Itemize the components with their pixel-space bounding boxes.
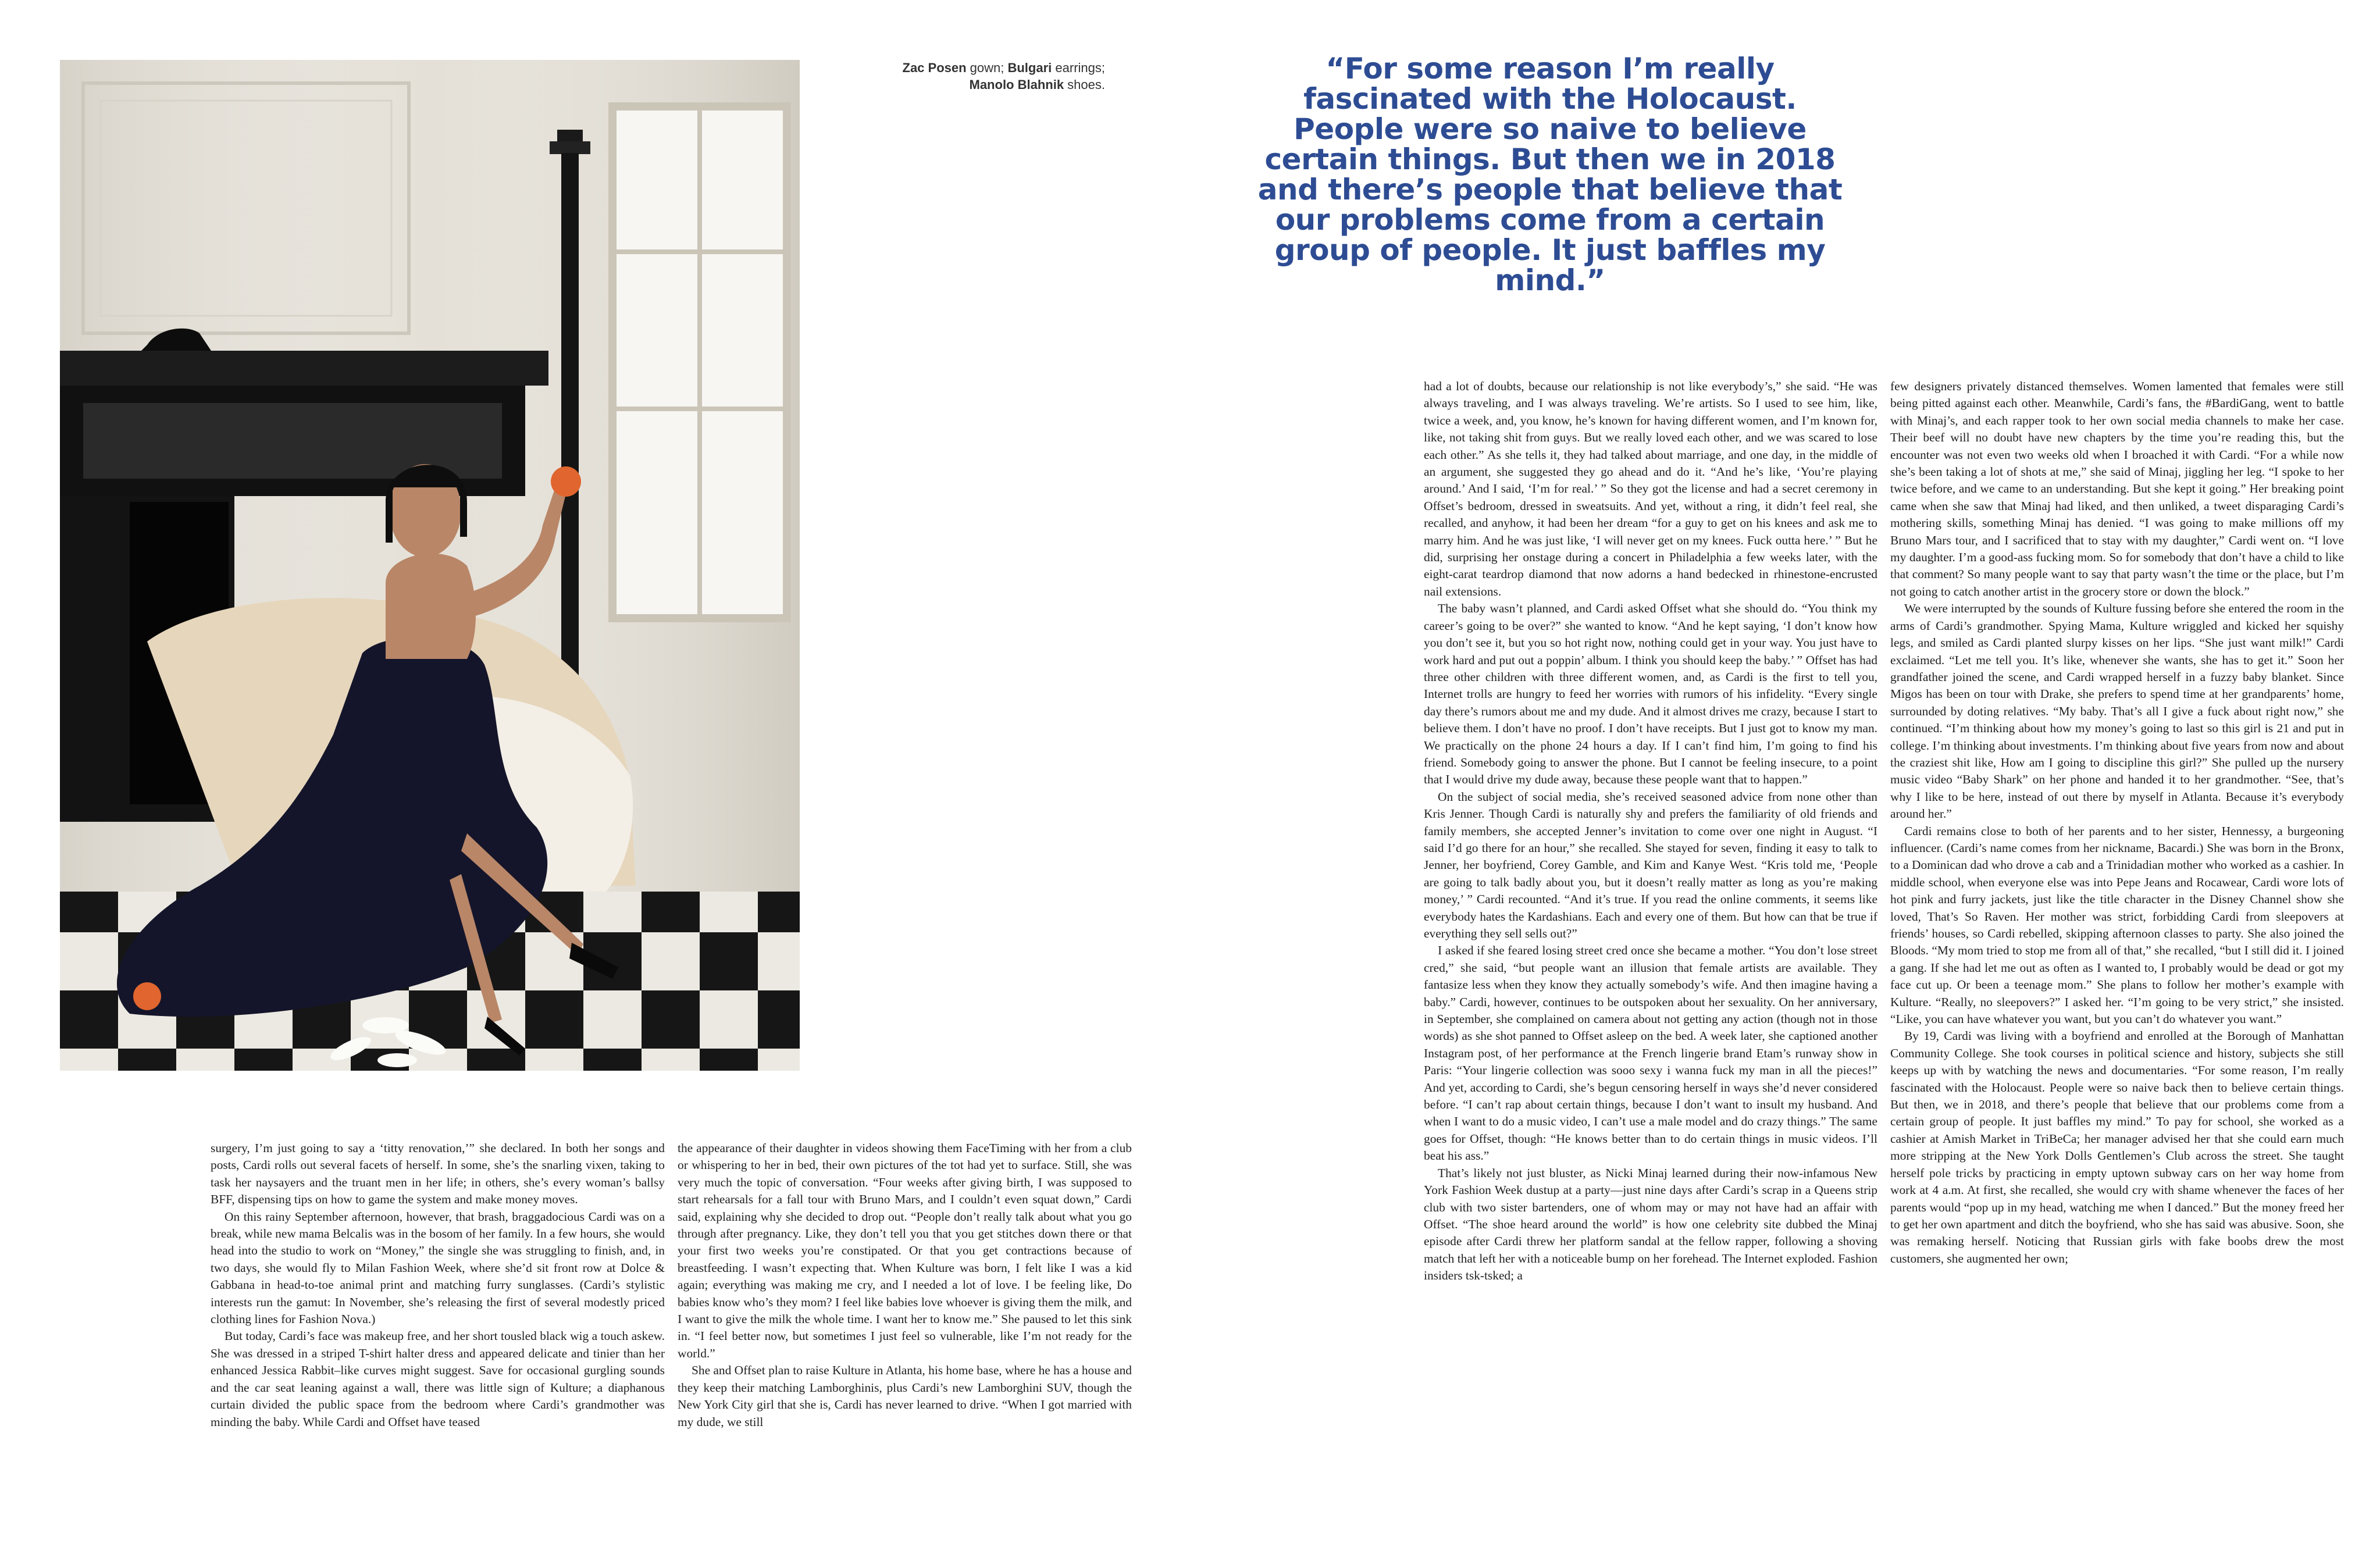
flower [551,466,581,497]
text-column-3 [1424,378,1877,1532]
paragraph: Cardi remains close to both of her parents and to her sister, Hennessy, a burgeoning influencer. (Cardi’s name comes from her nickname, Bacardi.) She was born in the Bronx, to a Dominican dad who drove a cab and a Trinidadian mother who worked as a cashier. In middle school, when everyone else was into Pepe Jeans and Rocawear, Cardi wore lots of hot pink and furry jackets, just like the title character in the Disney Channel show she loved, That’s So Raven. Her mother was strict, forbidding Cardi from sleepovers at friends’ houses, so Cardi rebelled, skipping afternoon classes to party. She also joined the Bloods. “My mom tried to stop me from all of that,” she recalled, “but I still did it. I joined a gang. If she had let me out as often as I wanted to, I probably would be dead or got my face cut up. Or been a teenage mom.” She plans to follow her mother’s example with Kulture. “Really, no sleepovers?” I asked her. “I’m going to be very strict,” she insisted. “Like, you can have whatever you want, but you can’t do whatever you want.” [1890,824,2344,1026]
paragraph: We were interrupted by the sounds of Kulture fussing before she entered the room in the arms of Cardi’s grandmother. Spying Mama, Kulture wriggled and kicked her squishy legs, and smiled as Cardi planted slurpy kisses on her lips. “She just want milk!” Cardi exclaimed. “Let me tell you. It’s like, whenever she wants, she has to get it.” Soon her grandfather joined the scene, and Cardi wrapped herself in a fuzzy baby blanket. Since Migos has been on tour with Drake, she prefers to spend time at her grandparents’ home, surrounded by doting relatives. “My baby. That’s all I give a fuck about right now,” she continued. “I’m thinking about how my money’s going to last so this girl is 21 and put in college. I’m thinking about investments. I’m thinking about five years from now and about the craziest shit like, How am I going to discipline this girl?” She pulled up the nursery music video “Baby Shark” on her phone and handed it to her grandmother. “See, that’s why I like to be here, instead of out there by myself in Atlanta. Because it’s everybody around her.” [1890,601,2344,821]
paragraph: had a lot of doubts, because our relationship is not like everybody’s,” she said. “He was always traveling, and I was always traveling. We’re artists. So I used to see him, like, twice a week, and, you know, he’s known for having different women, and I’m known for, like, not taking shit from guys. But we really loved each other, and we was scared to lose each other.” As she tells it, they had talked about marriage, and one day, in the middle of an argument, she suggested they go ahead and do it. “And he’s like, ‘You’re playing around.’ And I said, ‘I’m for real.’ ” So they got the license and had a secret ceremony in Offset’s bedroom, dressed in sweatsuits. And yet, without a ring, it didn’t feel real, she recalled, and anyhow, it had been her dream “for a guy to get on his knees and ask me to marry him. And he was just like, ‘I will never get on my knees. Fuck outta here.’ ” But he did, surprising her onstage during a concert in Philadelphia a few weeks later, with the eight-carat teardrop diamond that now adorns a hand bedecked in rhinestone-encrusted nail extensions. [1424,379,1877,598]
text-column-1 [211,1140,665,1530]
paragraph: I asked if she feared losing street cred once she became a mother. “You don’t lose street cred,” she said, “but people want an illusion that female artists are available. They fantasize less when they know they actually somebody’s wife. And then imagine having a baby.” Cardi, however, continues to be outspoken about her sexuality. On her anniversary, in September, she complained on camera about not getting any action (though not in those words) as she shot panned to Offset asleep on the bed. A week later, she captioned another Instagram post, of her performance at the French lingerie brand Etam’s runway show in Paris: “Your lingerie collection was sooo sexy i wanna fuck my man in all the pieces!” And yet, according to Cardi, she’s begun censoring herself in ways she’d never considered before. “I can’t rap about certain things, because I don’t want to insult my husband. And when I want to do a music video, I can’t use a male model and do crazy things.” The same goes for Offset, though: “He knows better than to do certain things in music videos. I’ll beat his ass.” [1424,943,1877,1163]
fashion-photo-illustration [60,60,800,1071]
paragraph: The baby wasn’t planned, and Cardi asked Offset what she should do. “You think my career’s going to be over?” she wanted to know. “And he kept saying, ‘I don’t know how you don’t see it, but you so hot right now, nothing could get in your way. You just have to work hard and put out a poppin’ album. I think you should keep the baby.’ ” Offset has had three other children with three different women, and, as Cardi is the first to tell you, Internet trolls are hungry to feed her worries with rumors of his infidelity. “Every single day there’s rumors about me and my dude. And it almost drives me crazy, because I start to believe them. I don’t have no proof. I don’t have receipts. But I just got to know my man. We practically on the phone 24 hours a day. If I can’t find him, I’m going to find his friend. Somebody going to answer the phone. But I cannot be feeling insecure, to a point that I would drive my dude away, because these people want that to happen.” [1424,601,1877,787]
paragraph: surgery, I’m just going to say a ‘titty renovation,’” she declared. In both her songs and posts, Cardi rolls out several facets of herself. In some, she’s the snarling vixen, taking to task her naysayers and the truant men in her life; in others, she’s every woman’s ballsy BFF, dispensing tips on how to game the system and make money moves. [211,1141,665,1207]
text-column-4 [1890,378,2344,1532]
pull-quote: “For some reason I’m really fascinated with the Holocaust. People were so naive to believe certain things. But then we in 2018 and there’s people that believe that our problems come from a certain group of people. It just baffles my mind.” [1257,52,1843,297]
flower [133,982,161,1010]
paragraph: On the subject of social media, she’s received seasoned advice from none other than Kris Jenner. Though Cardi is naturally shy and prefers the familiarity of old friends and family members, she accepted Jenner’s invitation to come over one night in August. “I said I’d go there for an hour,” she recalled. She stayed for seven, finding it easy to talk to Jenner, her boyfriend, Corey Gamble, and Kim and Kanye West. “Kris told me, ‘People are going to talk badly about you, but it doesn’t really matter as long as you’re making money,’ ” Cardi recounted. “And it’s true. If you read the online comments, it seems like everybody hates the Kardashians. Each and every one of them. But how can that be true if everything they sell sells out?” [1424,789,1877,940]
window [612,106,787,618]
text-column-2 [678,1140,1132,1530]
photo-credit: Zac Posen gown; Bulgari earrings; Manolo Blahnik shoes. [902,60,1105,92]
paragraph: But today, Cardi’s face was makeup free, and her short tousled black wig a touch askew. She was dressed in a striped T-shirt halter dress and appeared delicate and tinier than her enhanced Jessica Rabbit–like curves might suggest. Save for occasional gurgling sounds and the car seat leaning against a wall, there was little sign of Kulture; a diaphanous curtain divided the public space from the bedroom where Cardi’s grandmother was minding the baby. While Cardi and Offset have teased [211,1329,665,1429]
paragraph: the appearance of their daughter in videos showing them FaceTiming with her from a club or whispering to her in bed, their own pictures of the tot had yet to surface. Still, she was very much the topic of conversation. “Four weeks after giving birth, I was supposed to start rehearsals for a fall tour with Bruno Mars, and I couldn’t even squat down,” Cardi said, explaining why she decided to drop out. “People don’t really talk about what you go through after pregnancy. Like, they don’t tell you that you get stitches down there or that your first two weeks you’re constipated. Or that you get contractions because of breastfeeding. I wasn’t expecting that. When Kulture was born, I felt like I was a kid again; everything was making me cry, and I needed a lot of love. I be feeling like, Do babies know who’s they mom? I feel like babies love whoever is giving them the milk, and I want to give the milk the whole time. I want her to know me.” She paused to let this sink in. “I feel better now, but sometimes I just feel so vulnerable, like I’m not ready for the world.” [678,1141,1132,1360]
paragraph: few designers privately distanced themselves. Women lamented that females were still being pitted against each other. Meanwhile, Cardi’s fans, the #BardiGang, went to battle with Minaj’s, and each rapper took to her own social media channels to make her case. Their beef will no doubt have new chapters by the time you’re reading this, but the encounter was not even two weeks old when I broached it with Cardi. “For a while now she’s been taking a lot of shots at me,” she said of Minaj, jiggling her leg. “I spoke to her twice before, and we came to an understanding. But she kept it going.” Her breaking point came when she saw that Minaj had liked, and then unliked, a tweet disparaging Cardi’s mothering skills, something Minaj has denied. “I was going to make millions off my Bruno Mars tour, and I sacrificed that to stay with my daughter,” Cardi went on. “I love my daughter. I’m a good-ass fucking mom. So for somebody that don’t have a child to like that comment? So many people want to say that party wasn’t the time or the place, but I’m not going to catch another artist in the grocery store or down the block.” [1890,379,2344,598]
paragraph: She and Offset plan to raise Kulture in Atlanta, his home base, where he has a house and they keep their matching Lamborghinis, plus Cardi’s new Lamborghini SUV, though the New York City girl that she is, Cardi has never learned to drive. “When I got married with my dude, we still [678,1363,1132,1429]
paragraph: On this rainy September afternoon, however, that brash, braggadocious Cardi was on a break, while new mama Belcalis was in the bosom of her family. In a few hours, she would head into the studio to work on “Money,” the single she was struggling to finish, and, in two days, she would fly to Milan Fashion Week, where she’d sit front row at Dolce & Gabbana in head-to-toe animal print and matching furry sunglasses. (Cardi’s stylistic interests run the gamut: In November, she’s releasing the first of several modestly priced clothing lines for Fashion Nova.) [211,1209,665,1327]
paragraph: That’s likely not just bluster, as Nicki Minaj learned during their now-infamous New York Fashion Week dustup at a party—just nine days after Cardi’s scrap in a Queens strip club with two sister bartenders, one of whom may or may not have had an affair with Offset. “The shoe heard around the world” is how one celebrity site dubbed the Minaj episode after Cardi threw her platform sandal at the fellow rapper, following a shoving match that left her with a noticeable bump on her forehead. The Internet exploded. Fashion insiders tsk-tsked; a [1424,1165,1877,1283]
cover-photo [60,60,800,1071]
paragraph: By 19, Cardi was living with a boyfriend and enrolled at the Borough of Manhattan Community College. She took courses in political science and history, subjects she still keeps up with by watching the news and documentaries. “For some reason, I’m really fascinated with the Holocaust. People were so naive back then to believe certain things. But then, we in 2018, and there’s people that believe that our problems come from a certain group of people. It just baffles my mind.” To pay for school, she worked as a cashier at Amish Market in TriBeCa; her manager advised her that she could earn much more stripping at the New York Dolls Gentlemen’s Club across the street. She taught herself pole tricks by practicing in empty uptown subway cars on her way home from work at 4 a.m. At first, she recalled, she would cry with shame whenever the faces of her parents would “pop up in my head, watching me when I danced.” But the money freed her to get her own apartment and ditch the boyfriend, who she has said was abusive. Soon, she was remaking herself. Noticing that Russian girls with fake boobs drew the most customers, she augmented her own; [1890,1029,2344,1266]
